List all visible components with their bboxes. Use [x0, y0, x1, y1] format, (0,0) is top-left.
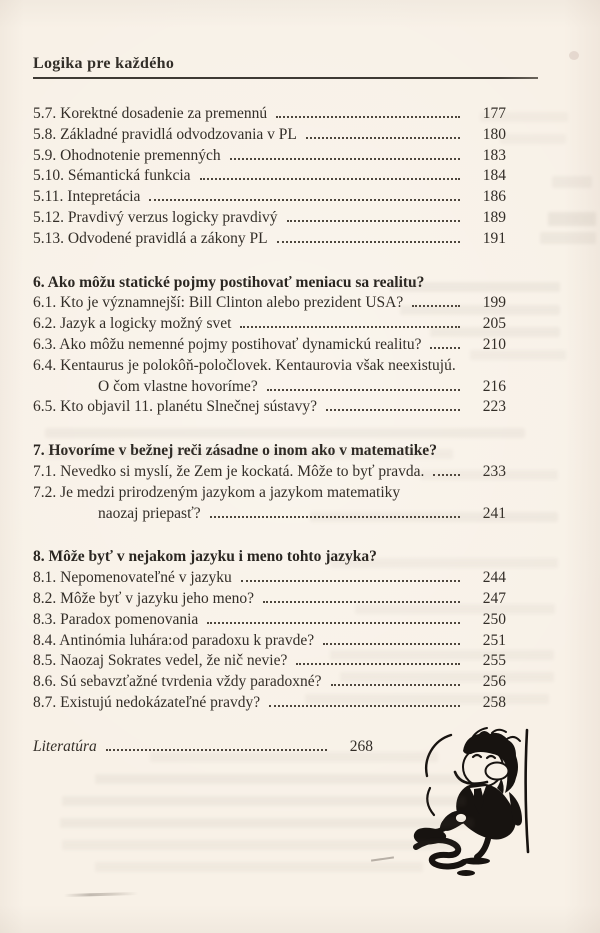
- toc-entry: [33, 208, 506, 229]
- toc-section: [33, 547, 506, 713]
- page-number: 199: [482, 294, 506, 312]
- toc-entry-label: 5.10. Sémantická funkcia: [33, 167, 191, 185]
- dot-leader: [200, 178, 460, 180]
- dot-leader: [230, 158, 460, 160]
- smiling-man-cartoon-icon: [413, 726, 575, 888]
- page-number: 191: [482, 229, 506, 247]
- toc-entry: [33, 568, 506, 589]
- toc-entry: [33, 314, 506, 335]
- toc-entry: [33, 187, 506, 208]
- toc-entry: [33, 589, 506, 610]
- table-of-contents: [33, 104, 506, 714]
- bleed-through-text: [552, 176, 592, 188]
- dot-leader: [306, 137, 460, 139]
- scan-streak: [64, 892, 138, 897]
- toc-entry-label: 6.1. Kto je významnejší: Bill Clinton alebo prezident USA?: [33, 294, 404, 312]
- dot-leader: [267, 389, 460, 391]
- toc-section-heading: 6. Ako môžu statické pojmy postihovať meniacu sa realitu?: [33, 273, 425, 291]
- toc-entry-label: naozaj priepasť?: [98, 504, 201, 522]
- page-number: 184: [482, 167, 506, 185]
- page-number: 210: [482, 335, 506, 353]
- toc-entry: [33, 229, 506, 250]
- page-number: 223: [482, 398, 506, 416]
- dot-leader: [269, 705, 460, 707]
- toc-entry: [33, 610, 506, 631]
- dot-leader: [430, 347, 460, 349]
- toc-entry-label: 8.5. Naozaj Sokrates vedel, že nič nevie?: [33, 652, 288, 670]
- bleed-through-text: [500, 134, 566, 144]
- toc-entry-label: 6.5. Kto objavil 11. planétu Slnečnej sústavy?: [33, 398, 317, 416]
- toc-entry-label: 6.3. Ako môžu nemenné pojmy postihovať dynamickú realitu?: [33, 335, 422, 353]
- toc-entry: [33, 125, 506, 146]
- toc-entry-label: 6.2. Jazyk a logicky možný svet: [33, 315, 232, 333]
- bleed-through-text: [60, 818, 474, 828]
- toc-entry-label: 7.2. Je medzi prirodzeným jazykom a jazykom matematiky: [33, 483, 401, 501]
- toc-entry: [33, 104, 506, 125]
- toc-entry-label: 8.7. Existujú nedokázateľné pravdy?: [33, 693, 261, 711]
- toc-entry-label: 8.3. Paradox pomenovania: [33, 610, 199, 628]
- page-number: 258: [482, 693, 506, 711]
- toc-entry-label: 5.7. Korektné dosadenie za premennú: [33, 105, 268, 122]
- page-number: 268: [349, 738, 373, 755]
- toc-entry: [33, 672, 506, 693]
- dot-leader: [331, 684, 460, 686]
- toc-entry: [33, 397, 506, 418]
- dot-leader: [277, 241, 460, 243]
- scan-dash: [371, 856, 394, 861]
- dot-leader: [296, 663, 460, 665]
- bleed-through-text: [62, 840, 460, 850]
- dot-leader: [106, 749, 327, 751]
- page-number: 180: [482, 125, 506, 143]
- toc-entry-label: 5.9. Ohodnotenie premenných: [33, 146, 221, 164]
- toc-entry-label: 5.8. Základné pravidlá odvodzovania v PL: [33, 125, 297, 143]
- wall-line: [526, 730, 528, 852]
- dot-leader: [276, 116, 460, 118]
- page-number: 241: [482, 504, 506, 522]
- page-number: 255: [482, 652, 506, 670]
- toc-entry: [33, 377, 506, 398]
- toc-section: [33, 441, 506, 524]
- toc-section: [33, 104, 506, 250]
- bleed-through-text: [95, 774, 463, 784]
- toc-entry: [33, 483, 506, 504]
- toc-entry: [33, 146, 506, 167]
- dot-leader: [323, 643, 460, 645]
- toc-section-heading: 7. Hovoríme v bežnej reči zásadne o inom ako v matematike?: [33, 442, 437, 460]
- dot-leader: [240, 326, 460, 328]
- page-number: 247: [482, 589, 506, 607]
- bleed-through-text: [62, 796, 466, 806]
- toc-entry: [33, 356, 506, 377]
- page-number: 186: [482, 188, 506, 206]
- page-number: 251: [482, 631, 506, 649]
- toc-entry-label: 5.13. Odvodené pravidlá a zákony PL: [33, 229, 268, 247]
- toc-entry-label: 7.1. Nevedko si myslí, že Zem je kockatá. Môže to byť pravda.: [33, 462, 425, 480]
- toc-entry-label: 8.2. Môže byť v jazyku jeho meno?: [33, 589, 254, 607]
- literature-entry: [33, 738, 373, 756]
- page-number: 244: [482, 569, 506, 587]
- toc-entry: [33, 631, 506, 652]
- toc-entry: [33, 293, 506, 314]
- dot-leader: [287, 220, 460, 222]
- toc-entry: [33, 462, 506, 483]
- literature-label: Literatúra: [33, 738, 97, 755]
- toc-entry: [33, 166, 506, 187]
- toc-entry-label: 5.12. Pravdivý verzus logicky pravdivý: [33, 208, 278, 226]
- bleed-through-text: [540, 232, 596, 244]
- page-number: 256: [482, 673, 506, 691]
- dot-leader: [433, 474, 460, 476]
- dot-leader: [241, 580, 460, 582]
- page-number: 250: [482, 610, 506, 628]
- dot-leader: [149, 199, 460, 201]
- page-number: 233: [482, 462, 506, 480]
- toc-entry-label: 6.4. Kentaurus je polokôň-poločlovek. Kentaurovia však neexistujú.: [33, 356, 456, 374]
- bleed-through-text: [548, 212, 596, 226]
- toc-entry: [33, 335, 506, 356]
- header-rule: [33, 77, 538, 79]
- dot-leader: [207, 622, 460, 624]
- dot-leader: [263, 601, 460, 603]
- toc-entry: [33, 504, 506, 525]
- page-number: 205: [482, 315, 506, 333]
- page-number: 216: [482, 377, 506, 395]
- toc-entry: [33, 693, 506, 714]
- toc-entry-label: 8.6. Sú sebavzťažné tvrdenia vždy paradoxné?: [33, 673, 322, 691]
- page-number: 183: [482, 146, 506, 164]
- toc-section: [33, 273, 506, 419]
- toc-entry: [33, 651, 506, 672]
- scan-smudge: [569, 51, 579, 60]
- dot-leader: [412, 305, 460, 307]
- toc-entry-label: 8.4. Antinómia luhára:od paradoxu k pravde?: [33, 631, 315, 649]
- page-number: 189: [482, 208, 506, 226]
- toc-entry-label: 8.1. Nepomenovateľné v jazyku: [33, 569, 232, 587]
- toc-entry-label: 5.11. Intepretácia: [33, 188, 141, 206]
- bleed-through-text: [95, 862, 423, 872]
- running-title: Logika pre každého: [33, 55, 175, 72]
- page-number: 177: [482, 105, 506, 122]
- dot-leader: [326, 409, 460, 411]
- toc-section-heading: 8. Môže byť v nejakom jazyku i meno tohto jazyka?: [33, 548, 377, 566]
- toc-entry-label: O čom vlastne hovoríme?: [98, 377, 258, 395]
- dot-leader: [210, 516, 460, 518]
